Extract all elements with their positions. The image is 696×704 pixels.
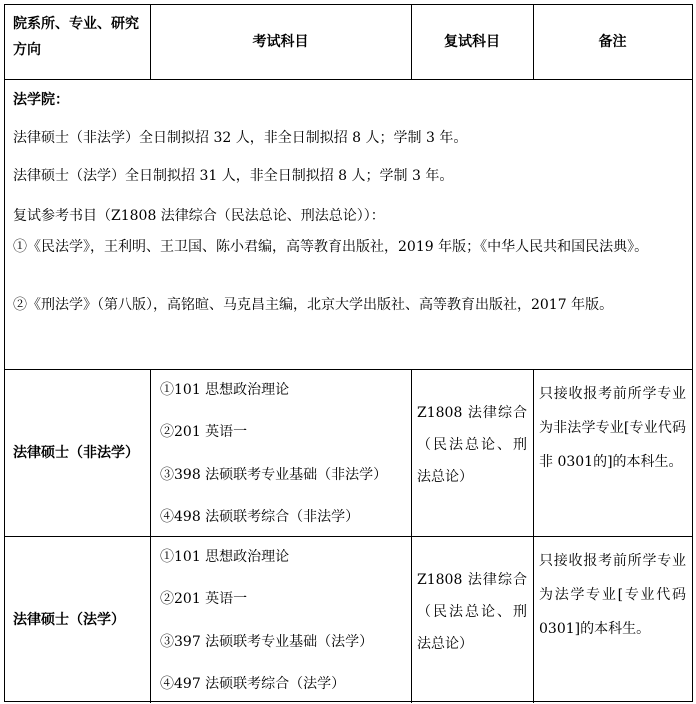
retest-subject: Z1808 法律综合（民法总论、刑法总论） [417, 405, 527, 485]
info-line: 复试参考书目（Z1808 法律综合（民法总论、刑法总论））： [13, 208, 385, 224]
info-line: ①《民法学》，王利明、王卫国、陈小君编，高等教育出版社，2019 年版；《中华人民共和国民法典》。 [13, 239, 649, 255]
header-exam-subjects: 考试科目 [252, 34, 309, 50]
info-line: ②《刑法学》（第八版），高铭暄、马克昌主编，北京大学出版社、高等教育出版社，2017 年版。 [13, 297, 614, 313]
header-retest-subjects: 复试科目 [444, 34, 500, 50]
exam-subject: ④497 法硕联考综合（法学） [160, 676, 346, 692]
header-notes: 备注 [598, 34, 627, 50]
exam-subject: ③398 法硕联考专业基础（非法学） [160, 467, 388, 483]
exam-subject: ①101 思想政治理论 [160, 382, 290, 398]
info-line: 法律硕士（非法学）全日制拟招 32 人，非全日制拟招 8 人；学制 3 年。 [13, 130, 468, 146]
exam-subject-list [150, 536, 411, 703]
program-name: 法律硕士（非法学） [13, 444, 139, 461]
info-title: 法学院： [13, 92, 69, 108]
admissions-table [4, 4, 693, 702]
info-line: 法律硕士（法学）全日制拟招 31 人，非全日制拟招 8 人；学制 3 年。 [13, 168, 454, 184]
exam-subject: ①101 思想政治理论 [160, 549, 290, 565]
exam-subject: ②201 英语一 [160, 591, 248, 607]
program-note: 只接收报考前所学专业为法学专业[专业代码 0301]的本科生。 [539, 553, 686, 637]
header-department: 院系所、专业、研究方向 [13, 16, 139, 58]
exam-subject-list [150, 369, 411, 536]
retest-subject: Z1808 法律综合（民法总论、刑法总论） [417, 572, 527, 652]
exam-subject: ④498 法硕联考综合（非法学） [160, 509, 360, 525]
exam-subject: ②201 英语一 [160, 424, 248, 440]
law-school-info [5, 79, 692, 369]
exam-subject: ③397 法硕联考专业基础（法学） [160, 634, 374, 650]
program-name: 法律硕士（法学） [13, 611, 125, 628]
program-note: 只接收报考前所学专业为非法学专业[专业代码非 0301的]的本科生。 [539, 386, 686, 470]
